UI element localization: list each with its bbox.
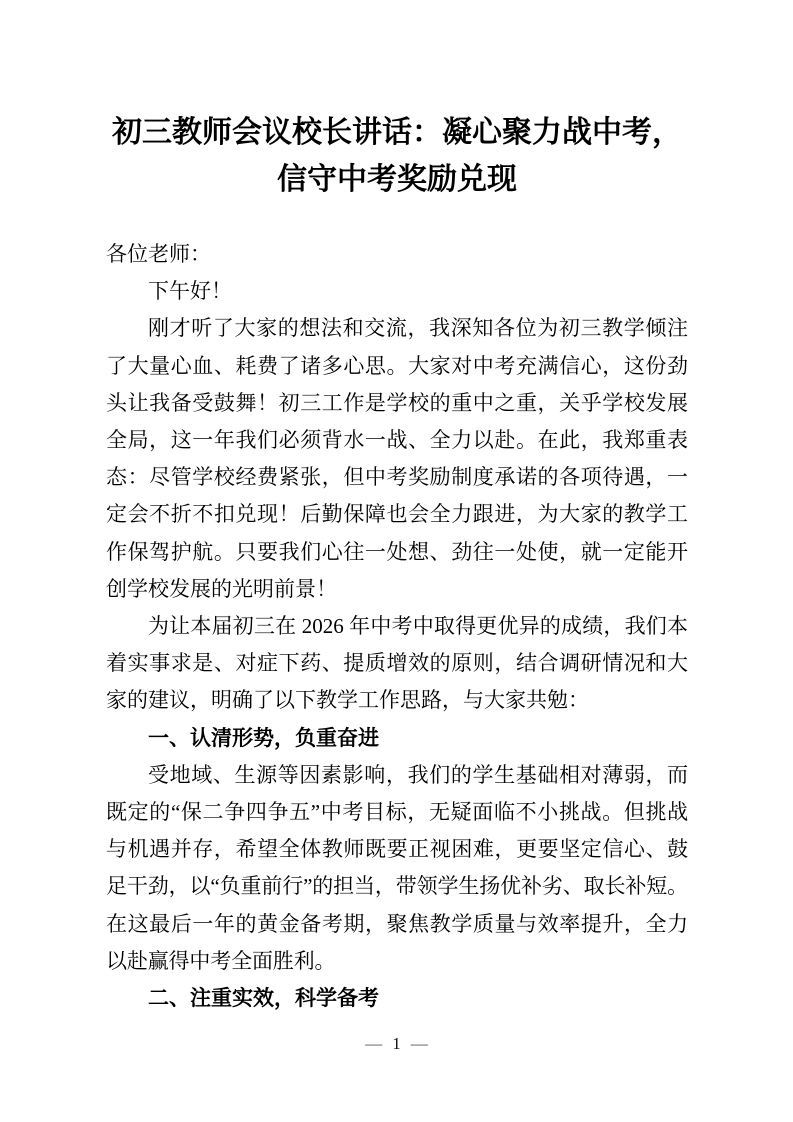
text-line: 家的建议，明确了以下教学工作思路，与大家共勉： <box>106 688 589 713</box>
text-line: 二、注重实效，科学备考 <box>148 987 379 1011</box>
paragraph-opening <box>106 310 688 608</box>
document-title <box>106 109 688 203</box>
text-line: 为让本届初三在 2026 年中考中取得更优异的成绩，我们本 <box>148 614 688 639</box>
text-line: 全局，这一年我们必须背水一战、全力以赴。在此，我郑重表 <box>106 428 688 453</box>
text-line: 了大量心血、耗费了诸多心思。大家对中考充满信心，这份劲 <box>106 353 688 378</box>
document-body <box>106 236 688 1017</box>
text-line: 头让我备受鼓舞！初三工作是学校的重中之重，关乎学校发展 <box>106 390 688 415</box>
text-line: 创学校发展的光明前景！ <box>106 576 337 601</box>
text-line: 下午好！ <box>148 279 232 304</box>
footer-dash-left: — <box>365 1034 383 1053</box>
text-line: 受地域、生源等因素影响，我们的学生基础相对薄弱，而 <box>148 762 688 787</box>
text-line: 作保驾护航。只要我们心往一处想、劲往一处使，就一定能开 <box>106 539 688 564</box>
text-line: 态：尽管学校经费紧张，但中考奖励制度承诺的各项待遇，一 <box>106 465 688 490</box>
text-line: 定会不折不扣兑现！后勤保障也会全力跟进，为大家的教学工 <box>106 502 688 527</box>
text-line: 各位老师： <box>106 242 211 266</box>
title-line-1: 初三教师会议校长讲话：凝心聚力战中考， <box>112 116 682 149</box>
page-number: 1 <box>392 1034 401 1053</box>
section-heading-1 <box>106 720 688 757</box>
title-line-2: 信守中考奖励兑现 <box>277 163 517 196</box>
paragraph-section-1 <box>106 757 688 980</box>
page-footer <box>0 1034 793 1054</box>
section-heading-2 <box>106 980 688 1017</box>
text-line: 在这最后一年的黄金备考期，聚焦教学质量与效率提升，全力 <box>106 911 688 936</box>
text-line: 以赴赢得中考全面胜利。 <box>106 948 336 973</box>
paragraph-greeting <box>106 273 688 310</box>
text-line: 着实事求是、对症下药、提质增效的原则，结合调研情况和大 <box>106 651 688 676</box>
text-line: 一、认清形势，负重奋进 <box>148 726 379 750</box>
paragraph-goals <box>106 608 688 720</box>
text-line: 与机遇并存，希望全体教师既要正视困难，更要坚定信心、鼓 <box>106 837 688 862</box>
text-line: 足干劲，以“负重前行”的担当，带领学生扬优补劣、取长补短。 <box>106 874 688 899</box>
text-line: 刚才听了大家的想法和交流，我深知各位为初三教学倾注 <box>148 316 688 341</box>
text-line: 既定的“保二争四争五”中考目标，无疑面临不小挑战。但挑战 <box>106 800 688 825</box>
footer-dash-right: — <box>410 1034 428 1053</box>
salutation <box>106 236 688 273</box>
